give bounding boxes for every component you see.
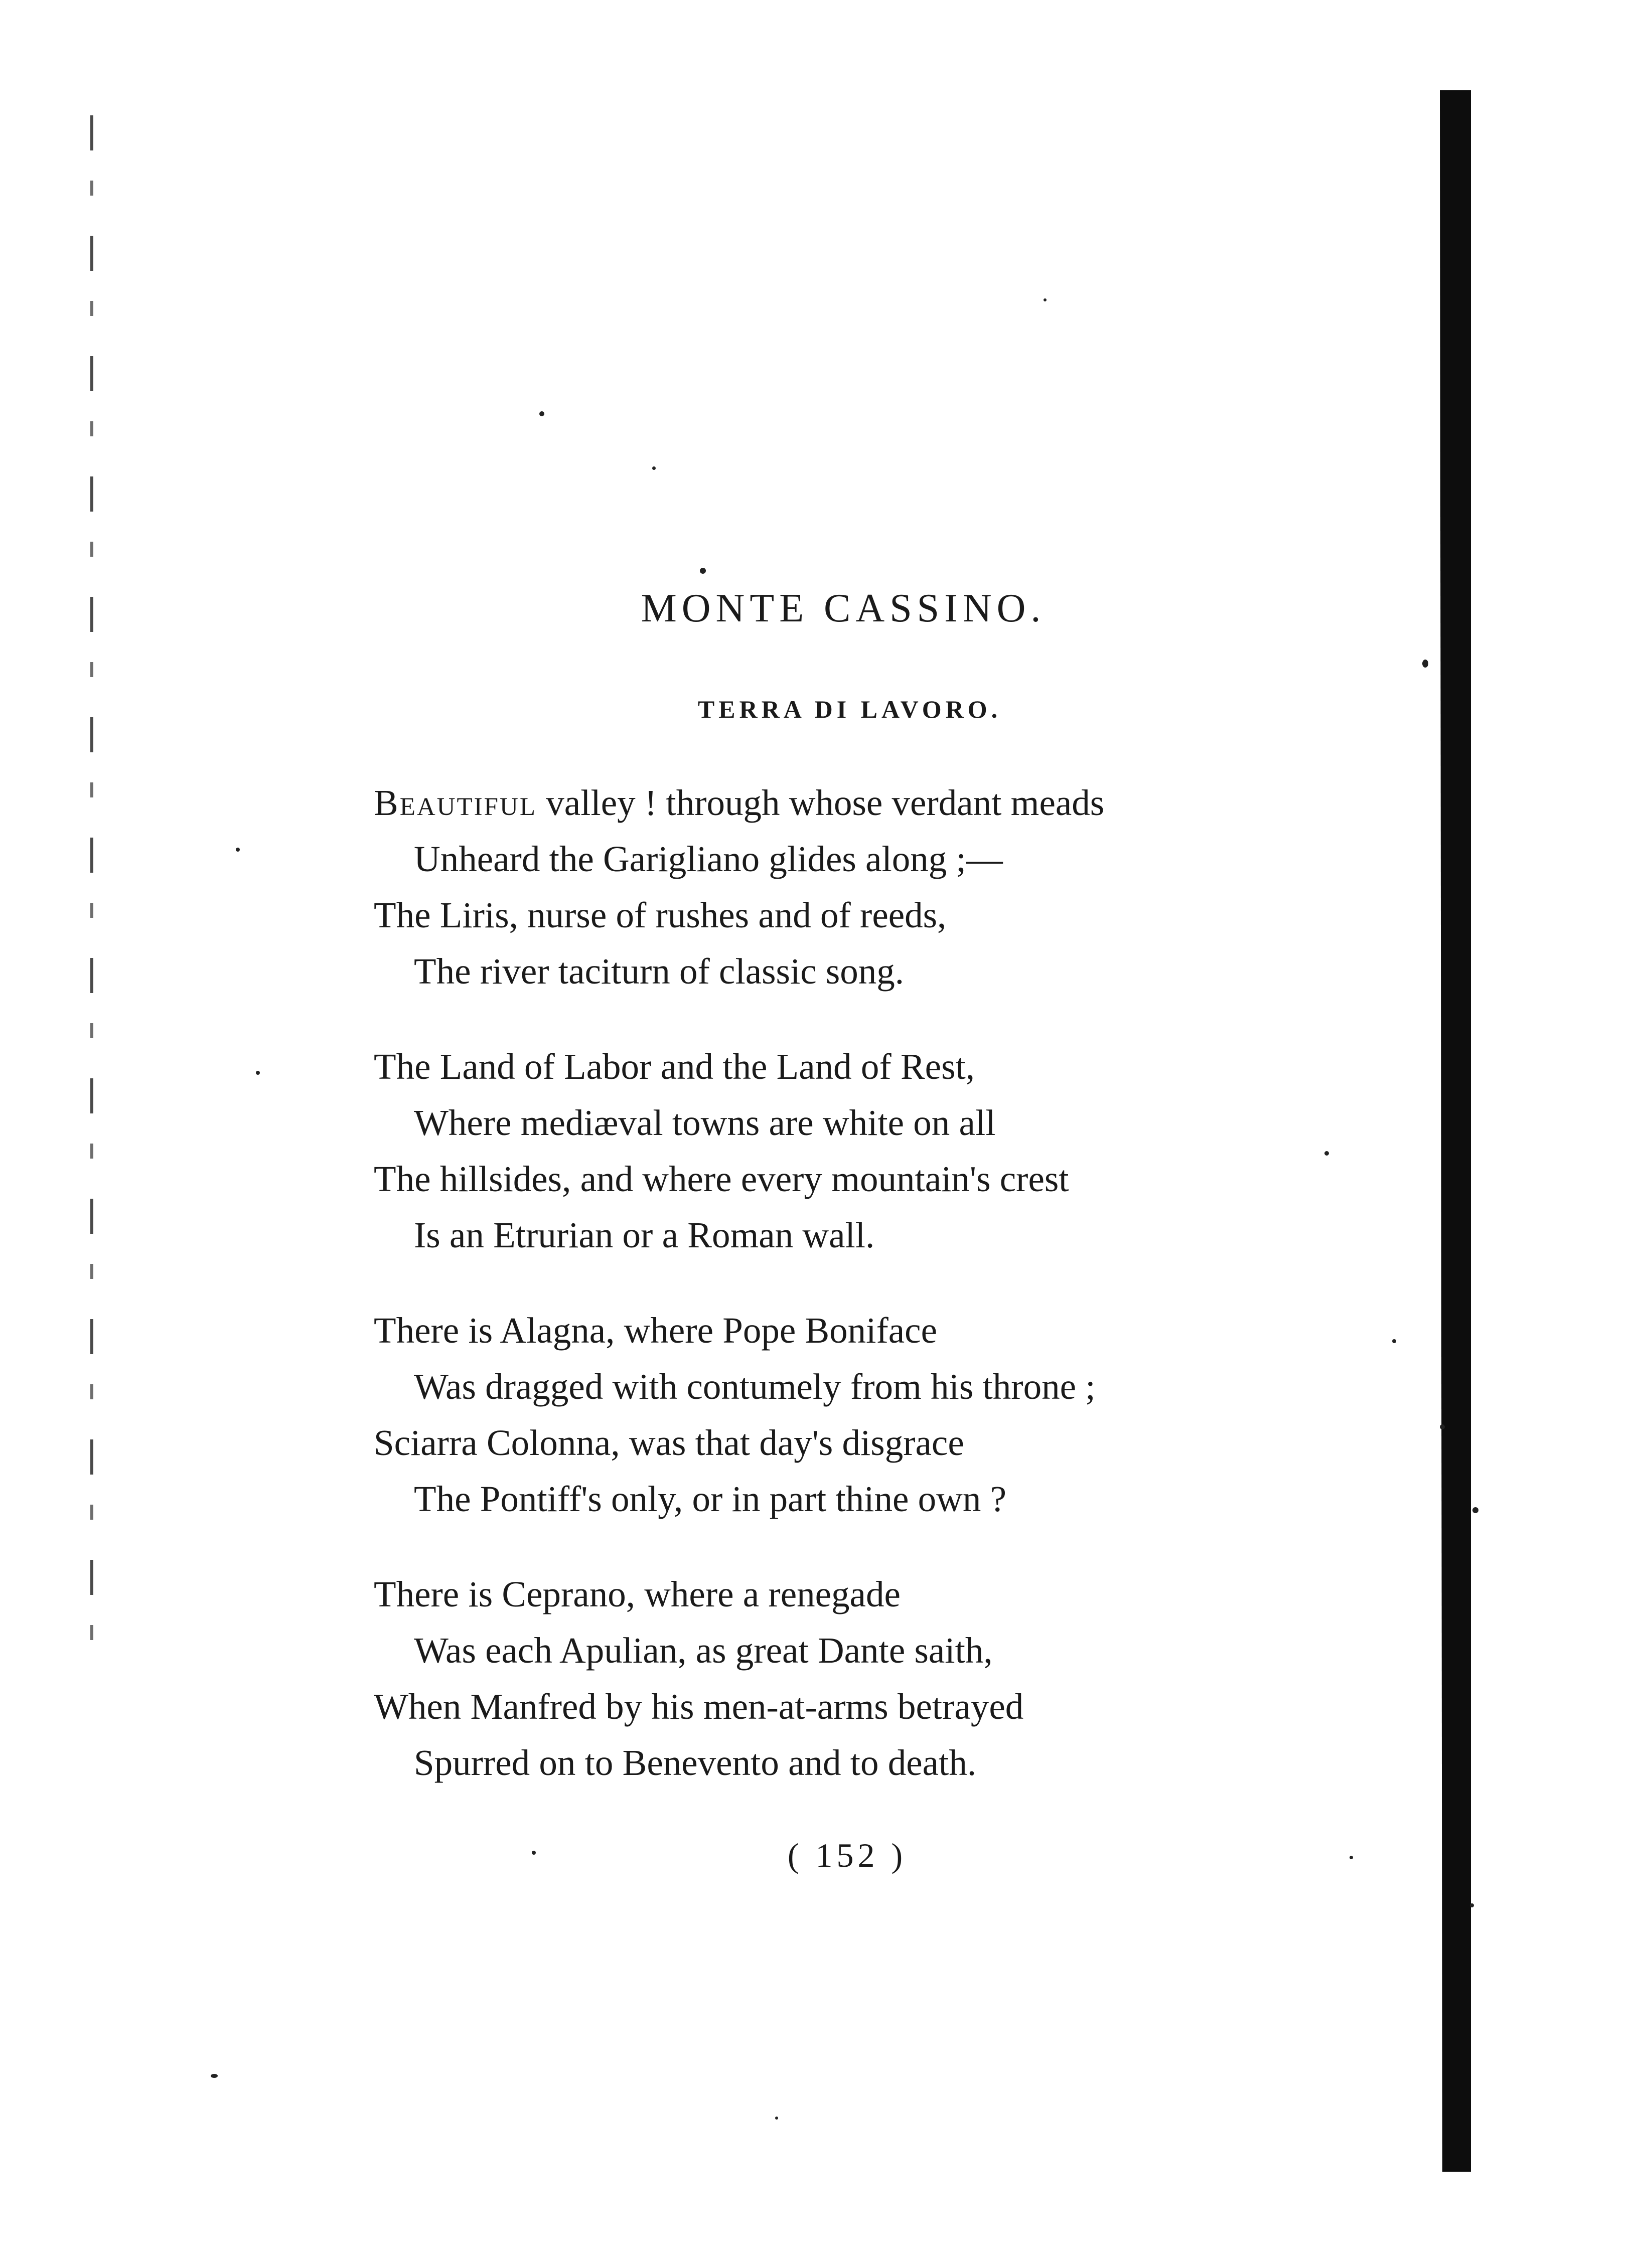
scan-speck [1392,1339,1396,1343]
line-text: valley ! through whose verdant meads [537,782,1105,823]
poem-line: There is Ceprano, where a renegade [374,1574,901,1614]
poem-line: The hillsides, and where every mountain's crest [374,1159,1069,1199]
stanza [374,1039,1327,1263]
poem-line: The Liris, nurse of rushes and of reeds, [374,895,947,935]
poem-line: The Land of Labor and the Land of Rest, [374,1046,975,1087]
opening-word: Beautiful [374,782,537,823]
stanza [374,1566,1327,1791]
poem-line [374,775,1327,831]
scan-speck [775,2117,778,2120]
poem-line: Was dragged with contumely from his throne ; [414,1366,1096,1407]
scan-speck [539,411,544,416]
poem-body [374,775,1327,1830]
page-edge-marks [90,115,93,1670]
stanza [374,775,1327,1000]
poem-line: Spurred on to Benevento and to death. [414,1742,977,1783]
poem-title: MONTE CASSINO. [641,586,1046,630]
scan-speck [236,848,240,852]
poem-line: Was each Apulian, as great Dante saith, [414,1630,993,1671]
scan-speck [256,1071,260,1075]
scan-speck [652,466,656,470]
poem-subtitle: TERRA DI LAVORO. [697,695,1002,723]
poem-line: Unheard the Garigliano glides along ;— [414,839,1003,879]
scan-speck [1472,1507,1478,1513]
poem-line: Where mediæval towns are white on all [414,1102,996,1143]
poem-line: The Pontiff's only, or in part thine own ? [414,1479,1006,1519]
poem-line: The river taciturn of classic song. [414,951,905,992]
page-number: ( 152 ) [787,1836,907,1874]
poem-line: There is Alagna, where Pope Boniface [374,1310,937,1351]
poem-line: When Manfred by his men-at-arms betrayed [374,1686,1024,1727]
stanza [374,1303,1327,1527]
scan-speck [700,568,706,574]
poem-line: Sciarra Colonna, was that day's disgrace [374,1422,964,1463]
poem-line: Is an Etrurian or a Roman wall. [414,1215,875,1255]
scan-speck [1470,1903,1474,1907]
scan-speck [1440,1424,1445,1429]
scan-speck [1422,660,1428,668]
scan-speck [1044,298,1047,301]
scan-speck [211,2074,218,2078]
